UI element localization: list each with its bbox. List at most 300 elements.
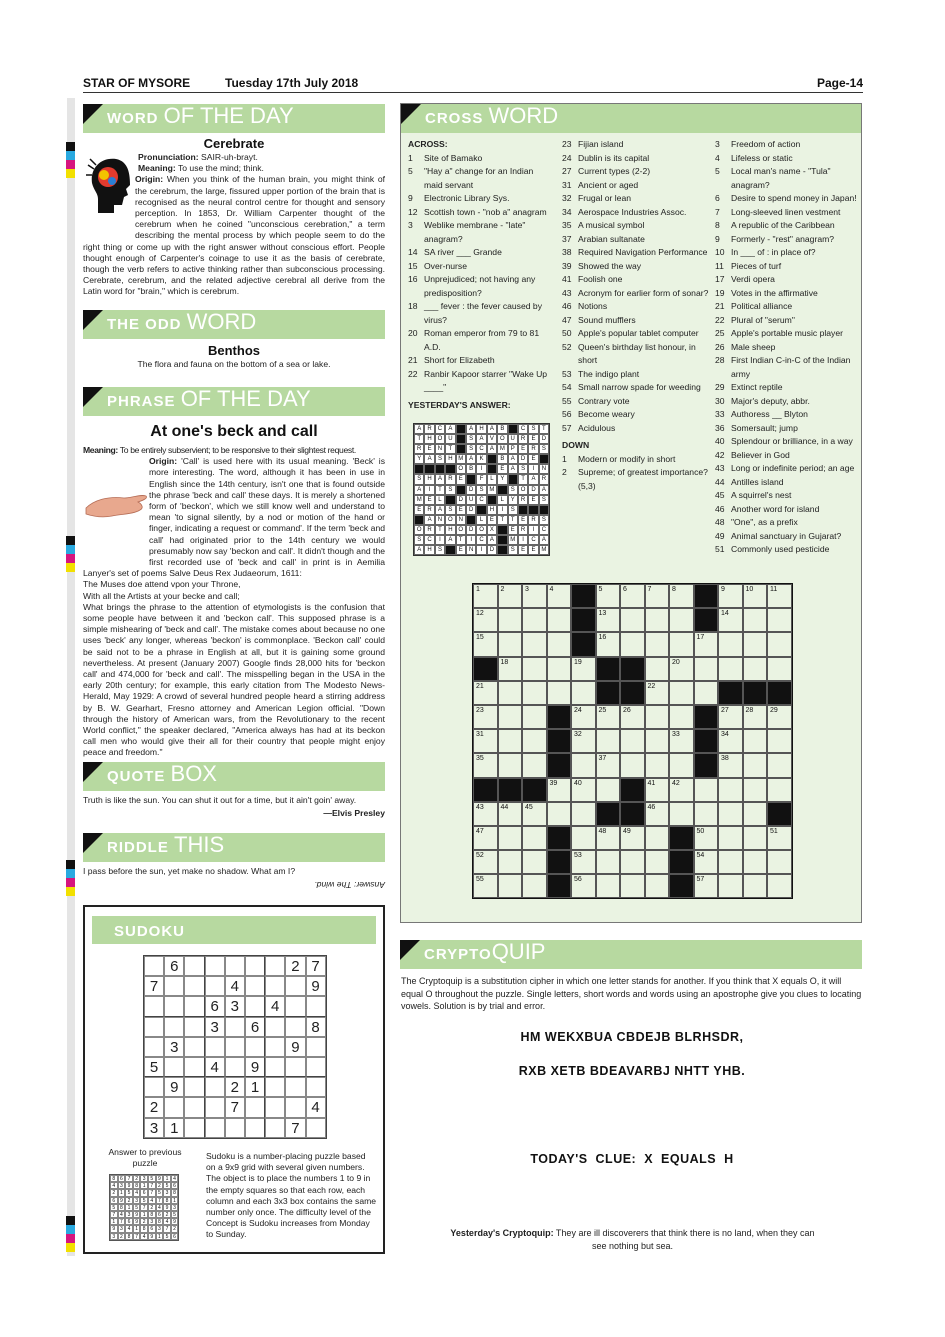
crossword-cell[interactable] xyxy=(669,705,694,729)
crossword-cell[interactable] xyxy=(522,681,547,705)
sudoku-cell[interactable] xyxy=(164,976,184,996)
previous-sudoku-cell: 9 xyxy=(156,1175,164,1182)
clue-text: Weblike membrane - "late" anagram? xyxy=(424,220,526,244)
odd-word-meaning: The flora and fauna on the bottom of a sea or lake. xyxy=(137,359,331,369)
crossword-cell[interactable] xyxy=(473,729,498,753)
sudoku-cell[interactable]: 9 xyxy=(164,1077,184,1097)
clue-text: Showed the way xyxy=(578,260,642,271)
sudoku-cell[interactable] xyxy=(184,1017,204,1037)
crossword-cell[interactable] xyxy=(571,826,596,850)
sudoku-cell[interactable] xyxy=(205,976,225,996)
crossword-cell[interactable] xyxy=(596,826,621,850)
sudoku-cell[interactable]: 4 xyxy=(225,976,245,996)
sudoku-cell[interactable] xyxy=(184,1037,204,1057)
sudoku-cell[interactable] xyxy=(245,1037,265,1057)
sudoku-cell[interactable]: 2 xyxy=(144,1097,164,1117)
crossword-cell[interactable] xyxy=(620,874,645,898)
answer-cell: I xyxy=(476,545,486,555)
crossword-cell[interactable] xyxy=(645,632,670,656)
clue-item xyxy=(715,530,857,544)
crossword-cell[interactable] xyxy=(694,826,719,850)
crossword-cell[interactable] xyxy=(645,657,670,681)
crossword-cell[interactable] xyxy=(522,608,547,632)
answer-cell: I xyxy=(435,535,445,545)
crossword-cell[interactable] xyxy=(571,802,596,826)
sudoku-cell[interactable] xyxy=(184,1057,204,1077)
answer-cell: A xyxy=(445,535,455,545)
crossword-cell[interactable] xyxy=(571,729,596,753)
crossword-cell[interactable] xyxy=(743,584,768,608)
sudoku-cell[interactable]: 7 xyxy=(285,1118,305,1138)
crossword-cell[interactable] xyxy=(645,850,670,874)
crossword-cell[interactable] xyxy=(498,632,523,656)
crossword-cell[interactable] xyxy=(547,657,572,681)
crossword-cell[interactable] xyxy=(596,729,621,753)
crossword-cell[interactable] xyxy=(522,802,547,826)
crossword-cell[interactable] xyxy=(571,778,596,802)
crossword-cell[interactable] xyxy=(522,874,547,898)
crossword-cell[interactable] xyxy=(522,705,547,729)
crossword-cell[interactable] xyxy=(767,632,792,656)
sudoku-cell[interactable] xyxy=(225,1057,245,1077)
sudoku-cell[interactable]: 6 xyxy=(164,956,184,976)
sudoku-cell[interactable] xyxy=(245,976,265,996)
crossword-grid[interactable] xyxy=(472,583,793,899)
crossword-cell[interactable] xyxy=(743,729,768,753)
sudoku-cell[interactable] xyxy=(184,1077,204,1097)
sudoku-cell[interactable] xyxy=(265,1057,285,1077)
sudoku-cell[interactable] xyxy=(225,1037,245,1057)
clue-item xyxy=(562,314,710,328)
crossword-cell[interactable] xyxy=(473,874,498,898)
crossword-cell[interactable] xyxy=(473,681,498,705)
crossword-cell[interactable] xyxy=(571,753,596,777)
sudoku-grid[interactable] xyxy=(143,955,327,1139)
left-margin-bar xyxy=(67,98,75,1256)
crossword-cell[interactable] xyxy=(522,850,547,874)
cell-number: 6 xyxy=(623,586,627,593)
crossword-cell[interactable] xyxy=(694,657,719,681)
crossword-cell[interactable] xyxy=(473,584,498,608)
crossword-cell[interactable] xyxy=(743,753,768,777)
crossword-cell[interactable] xyxy=(767,729,792,753)
crossword-cell[interactable] xyxy=(596,874,621,898)
sudoku-cell[interactable]: 4 xyxy=(265,996,285,1016)
crossword-cell[interactable] xyxy=(522,753,547,777)
riddle-band: RIDDLE THIS xyxy=(83,833,385,862)
clue-number: 43 xyxy=(562,287,572,298)
page-number: Page-14 xyxy=(816,76,863,90)
crossword-cell[interactable] xyxy=(498,850,523,874)
sudoku-cell[interactable] xyxy=(285,1077,305,1097)
crossword-cell[interactable] xyxy=(669,657,694,681)
sudoku-cell[interactable]: 7 xyxy=(144,976,164,996)
previous-sudoku-cell: 9 xyxy=(133,1211,141,1218)
crossword-cell[interactable] xyxy=(596,584,621,608)
sudoku-cell[interactable] xyxy=(164,1017,184,1037)
sudoku-cell[interactable] xyxy=(306,1077,326,1097)
sudoku-cell[interactable] xyxy=(265,1017,285,1037)
crossword-cell[interactable] xyxy=(473,608,498,632)
crossword-cell[interactable] xyxy=(473,705,498,729)
sudoku-cell[interactable]: 8 xyxy=(306,1017,326,1037)
crossword-cell[interactable] xyxy=(743,826,768,850)
crossword-cell[interactable] xyxy=(669,729,694,753)
crossword-cell[interactable] xyxy=(620,753,645,777)
answer-cell: L xyxy=(487,474,497,484)
crossword-cell[interactable] xyxy=(669,681,694,705)
clue-number: 5 xyxy=(715,166,720,176)
sudoku-cell[interactable] xyxy=(306,1037,326,1057)
riddle-answer-inverted: Answer: The wind. xyxy=(314,880,385,891)
down-label: DOWN xyxy=(562,440,590,450)
sudoku-cell[interactable]: 3 xyxy=(144,1118,164,1138)
crossword-cell[interactable] xyxy=(571,705,596,729)
crossword-cell[interactable] xyxy=(718,753,743,777)
sudoku-cell[interactable] xyxy=(265,1037,285,1057)
answer-cell: S xyxy=(414,535,424,545)
sudoku-cell[interactable] xyxy=(184,976,204,996)
answer-cell: O xyxy=(414,525,424,535)
crossword-cell[interactable] xyxy=(522,729,547,753)
sudoku-cell[interactable]: 3 xyxy=(225,996,245,1016)
cell-number: 4 xyxy=(549,586,554,593)
previous-sudoku-cell: 3 xyxy=(133,1197,141,1204)
sudoku-cell[interactable]: 6 xyxy=(205,996,225,1016)
issue-date: Tuesday 17th July 2018 xyxy=(225,76,359,90)
odd-word-band: THE ODD WORD xyxy=(83,310,385,339)
sudoku-cell[interactable] xyxy=(245,956,265,976)
sudoku-cell[interactable] xyxy=(205,1077,225,1097)
sudoku-cell[interactable] xyxy=(225,1017,245,1037)
crossword-cell[interactable] xyxy=(645,753,670,777)
sudoku-cell[interactable] xyxy=(245,996,265,1016)
answer-cell: D xyxy=(456,495,466,505)
crossword-cell[interactable] xyxy=(694,632,719,656)
crossword-cell[interactable] xyxy=(767,874,792,898)
sudoku-cell[interactable] xyxy=(184,956,204,976)
sudoku-cell[interactable] xyxy=(164,996,184,1016)
sudoku-cell[interactable]: 7 xyxy=(225,1097,245,1117)
crossword-cell[interactable] xyxy=(743,608,768,632)
crossword-cell xyxy=(547,850,572,874)
sudoku-cell[interactable]: 1 xyxy=(164,1118,184,1138)
crossword-cell[interactable] xyxy=(571,850,596,874)
crossword-cell[interactable] xyxy=(669,608,694,632)
answer-cell: H xyxy=(445,454,455,464)
crossword-cell xyxy=(571,584,596,608)
crossword-cell[interactable] xyxy=(620,705,645,729)
crossword-cell[interactable] xyxy=(767,705,792,729)
crossword-cell[interactable] xyxy=(498,753,523,777)
crossword-cell[interactable] xyxy=(522,826,547,850)
crossword-cell[interactable] xyxy=(547,778,572,802)
answer-cell: E xyxy=(518,545,528,555)
crossword-cell[interactable] xyxy=(473,632,498,656)
crossword-cell[interactable] xyxy=(669,584,694,608)
crossword-cell[interactable] xyxy=(718,608,743,632)
crossword-cell[interactable] xyxy=(498,874,523,898)
clue-item xyxy=(715,449,857,463)
crossword-cell[interactable] xyxy=(571,874,596,898)
sudoku-cell[interactable]: 3 xyxy=(164,1037,184,1057)
sudoku-cell[interactable]: 2 xyxy=(225,1077,245,1097)
sudoku-cell[interactable] xyxy=(265,1118,285,1138)
answer-cell: Y xyxy=(414,454,424,464)
crossword-cell[interactable] xyxy=(473,826,498,850)
crossword-cell[interactable] xyxy=(571,681,596,705)
crossword-cell[interactable] xyxy=(767,657,792,681)
across-clues-col2 xyxy=(562,138,710,493)
sudoku-cell[interactable] xyxy=(164,1097,184,1117)
crossword-cell[interactable] xyxy=(522,632,547,656)
answer-cell: I xyxy=(476,464,486,474)
answer-cell: S xyxy=(518,464,528,474)
crossword-cell[interactable] xyxy=(498,584,523,608)
crossword-cell[interactable] xyxy=(694,874,719,898)
previous-sudoku-cell: 2 xyxy=(148,1204,156,1211)
sudoku-cell[interactable] xyxy=(144,996,164,1016)
previous-sudoku-cell: 7 xyxy=(118,1218,126,1225)
answer-cell: M xyxy=(456,454,466,464)
crossword-cell[interactable] xyxy=(669,753,694,777)
crossword-cell[interactable] xyxy=(669,802,694,826)
crossword-cell[interactable] xyxy=(645,584,670,608)
crossword-cell[interactable] xyxy=(718,874,743,898)
crossword-cell xyxy=(498,778,523,802)
previous-sudoku-cell: 7 xyxy=(163,1225,171,1232)
answer-cell: N xyxy=(435,515,445,525)
crossword-cell[interactable] xyxy=(743,657,768,681)
sudoku-cell[interactable]: 7 xyxy=(306,956,326,976)
crossword-cell[interactable] xyxy=(669,778,694,802)
crossword-cell xyxy=(718,681,743,705)
sudoku-cell[interactable] xyxy=(184,1097,204,1117)
crossword-cell[interactable] xyxy=(718,657,743,681)
crossword-cell[interactable] xyxy=(498,657,523,681)
sudoku-cell[interactable] xyxy=(245,1118,265,1138)
crossword-cell[interactable] xyxy=(498,705,523,729)
sudoku-cell[interactable] xyxy=(144,1077,164,1097)
sudoku-cell[interactable] xyxy=(144,956,164,976)
crossword-cell[interactable] xyxy=(718,584,743,608)
sudoku-cell[interactable] xyxy=(285,996,305,1016)
sudoku-cell[interactable] xyxy=(164,1057,184,1077)
sudoku-cell[interactable] xyxy=(285,1097,305,1117)
crossword-cell[interactable] xyxy=(718,802,743,826)
crossword-cell[interactable] xyxy=(571,657,596,681)
sudoku-cell[interactable] xyxy=(265,1097,285,1117)
sudoku-cell[interactable] xyxy=(285,1057,305,1077)
crossword-cell[interactable] xyxy=(694,850,719,874)
sudoku-cell[interactable] xyxy=(184,1118,204,1138)
sudoku-cell[interactable] xyxy=(265,956,285,976)
clue-number: 11 xyxy=(715,260,724,271)
crossword-cell[interactable] xyxy=(767,608,792,632)
sudoku-cell[interactable] xyxy=(205,956,225,976)
clue-text: Commonly used pesticide xyxy=(731,544,830,554)
crossword-cell[interactable] xyxy=(620,608,645,632)
sudoku-cell[interactable] xyxy=(205,1097,225,1117)
sudoku-cell[interactable]: 9 xyxy=(306,976,326,996)
answer-cell: E xyxy=(528,434,538,444)
crossword-cell[interactable] xyxy=(743,802,768,826)
sudoku-cell[interactable]: 4 xyxy=(205,1057,225,1077)
sudoku-cell[interactable] xyxy=(306,1057,326,1077)
previous-sudoku-cell: 5 xyxy=(133,1204,141,1211)
answer-cell: M xyxy=(414,495,424,505)
sudoku-cell[interactable] xyxy=(205,1118,225,1138)
crossword-cell[interactable] xyxy=(596,753,621,777)
answer-cell: O xyxy=(476,525,486,535)
sudoku-cell[interactable] xyxy=(285,1017,305,1037)
sudoku-cell[interactable] xyxy=(205,1037,225,1057)
crossword-cell[interactable] xyxy=(498,608,523,632)
crossword-cell[interactable] xyxy=(596,850,621,874)
clue-item xyxy=(562,422,710,436)
crossword-cell[interactable] xyxy=(694,778,719,802)
sudoku-cell[interactable]: 4 xyxy=(306,1097,326,1117)
crossword-cell[interactable] xyxy=(718,705,743,729)
answer-cell: T xyxy=(497,515,507,525)
crossword-cell[interactable] xyxy=(767,826,792,850)
crossword-cell[interactable] xyxy=(498,802,523,826)
crossword-cell[interactable] xyxy=(547,681,572,705)
sudoku-cell[interactable] xyxy=(306,1118,326,1138)
crossword-cell[interactable] xyxy=(498,826,523,850)
crossword-cell[interactable] xyxy=(596,705,621,729)
clue-item xyxy=(715,314,857,328)
crossword-cell[interactable] xyxy=(669,632,694,656)
sudoku-cell[interactable]: 3 xyxy=(205,1017,225,1037)
crossword-cell xyxy=(767,802,792,826)
crossword-cell[interactable] xyxy=(620,826,645,850)
cell-number: 48 xyxy=(598,827,607,835)
cell-number: 54 xyxy=(696,852,705,860)
sudoku-cell[interactable]: 1 xyxy=(245,1077,265,1097)
crossword-cell[interactable] xyxy=(743,632,768,656)
crossword-cell[interactable] xyxy=(473,753,498,777)
clue-item xyxy=(715,422,857,436)
crossword-cell[interactable] xyxy=(620,584,645,608)
clue-text: Apple's popular tablet computer xyxy=(578,328,699,338)
crossword-cell[interactable] xyxy=(547,802,572,826)
crossword-cell[interactable] xyxy=(645,874,670,898)
sudoku-cell[interactable]: 6 xyxy=(245,1017,265,1037)
sudoku-cell[interactable] xyxy=(225,1118,245,1138)
sudoku-cell[interactable] xyxy=(265,976,285,996)
sudoku-cell[interactable] xyxy=(285,976,305,996)
crossword-cell[interactable] xyxy=(743,778,768,802)
crossword-cell[interactable] xyxy=(522,657,547,681)
crossword-cell xyxy=(620,802,645,826)
crossword-cell[interactable] xyxy=(718,850,743,874)
crossword-cell[interactable] xyxy=(645,681,670,705)
sudoku-cell[interactable]: 2 xyxy=(285,956,305,976)
crossword-cell[interactable] xyxy=(498,681,523,705)
crossword-cell[interactable] xyxy=(596,778,621,802)
sudoku-cell[interactable] xyxy=(225,956,245,976)
sudoku-cell[interactable] xyxy=(265,1077,285,1097)
crossword-cell[interactable] xyxy=(547,584,572,608)
crossword-cell[interactable] xyxy=(694,802,719,826)
answer-cell: A xyxy=(528,474,538,484)
clue-text: Major's deputy, abbr. xyxy=(731,395,810,406)
crossword-cell[interactable] xyxy=(718,778,743,802)
crossword-cell[interactable] xyxy=(718,826,743,850)
clue-number: 8 xyxy=(715,220,720,230)
crossword-cell[interactable] xyxy=(694,681,719,705)
crossword-cell[interactable] xyxy=(547,608,572,632)
crossword-cell[interactable] xyxy=(743,874,768,898)
crossword-cell[interactable] xyxy=(767,584,792,608)
clue-item xyxy=(715,354,857,381)
crossword-cell[interactable] xyxy=(718,729,743,753)
crossword-cell[interactable] xyxy=(767,778,792,802)
crossword-cell[interactable] xyxy=(522,584,547,608)
clue-text: Short for Elizabeth xyxy=(424,355,495,365)
yesterday-cryptoquip: Yesterday's Cryptoquip: They are ill discoverers that think there is no land, when they can see nothing but sea. xyxy=(450,1228,815,1251)
crossword-cell[interactable] xyxy=(645,778,670,802)
crossword-cell[interactable] xyxy=(473,802,498,826)
crossword-cell[interactable] xyxy=(645,802,670,826)
previous-sudoku-cell: 6 xyxy=(148,1225,156,1232)
answer-cell: I xyxy=(528,464,538,474)
cell-number: 46 xyxy=(647,803,656,811)
crossword-cell[interactable] xyxy=(620,729,645,753)
sudoku-cell[interactable]: 9 xyxy=(245,1057,265,1077)
clue-number: 22 xyxy=(715,314,725,325)
crossword-cell[interactable] xyxy=(767,850,792,874)
crossword-cell[interactable] xyxy=(718,632,743,656)
sudoku-cell[interactable] xyxy=(144,1017,164,1037)
clue-item xyxy=(408,246,553,260)
crossword-cell[interactable] xyxy=(645,608,670,632)
answer-cell: S xyxy=(508,485,518,495)
crossword-cell[interactable] xyxy=(498,729,523,753)
crossword-cell[interactable] xyxy=(743,705,768,729)
sudoku-cell[interactable] xyxy=(144,1037,164,1057)
answer-cell: U xyxy=(508,434,518,444)
clue-number: 45 xyxy=(715,490,725,500)
crossword-cell[interactable] xyxy=(645,826,670,850)
sudoku-cell[interactable] xyxy=(306,996,326,1016)
sudoku-cell[interactable]: 9 xyxy=(285,1037,305,1057)
crossword-cell[interactable] xyxy=(743,850,768,874)
crossword-cell[interactable] xyxy=(645,705,670,729)
crossword-cell[interactable] xyxy=(547,632,572,656)
sudoku-cell[interactable] xyxy=(184,996,204,1016)
crossword-cell[interactable] xyxy=(473,850,498,874)
clue-number: 25 xyxy=(715,328,725,338)
previous-sudoku-cell: 5 xyxy=(156,1189,164,1196)
sudoku-cell[interactable] xyxy=(245,1097,265,1117)
crossword-cell[interactable] xyxy=(767,753,792,777)
crossword-cell[interactable] xyxy=(620,850,645,874)
crossword-cell[interactable] xyxy=(596,632,621,656)
clue-text: Pieces of turf xyxy=(731,260,782,271)
crossword-cell[interactable] xyxy=(620,632,645,656)
clue-text: Long-sleeved linen vestment xyxy=(731,206,841,217)
previous-sudoku-cell: 3 xyxy=(148,1218,156,1225)
clue-text: Site of Bamako xyxy=(424,152,483,163)
clue-number: 4 xyxy=(715,152,720,163)
clue-item xyxy=(562,206,710,220)
crossword-cell[interactable] xyxy=(596,608,621,632)
crossword-cell[interactable] xyxy=(645,729,670,753)
sudoku-cell[interactable]: 5 xyxy=(144,1057,164,1077)
clue-number: 52 xyxy=(562,341,572,352)
